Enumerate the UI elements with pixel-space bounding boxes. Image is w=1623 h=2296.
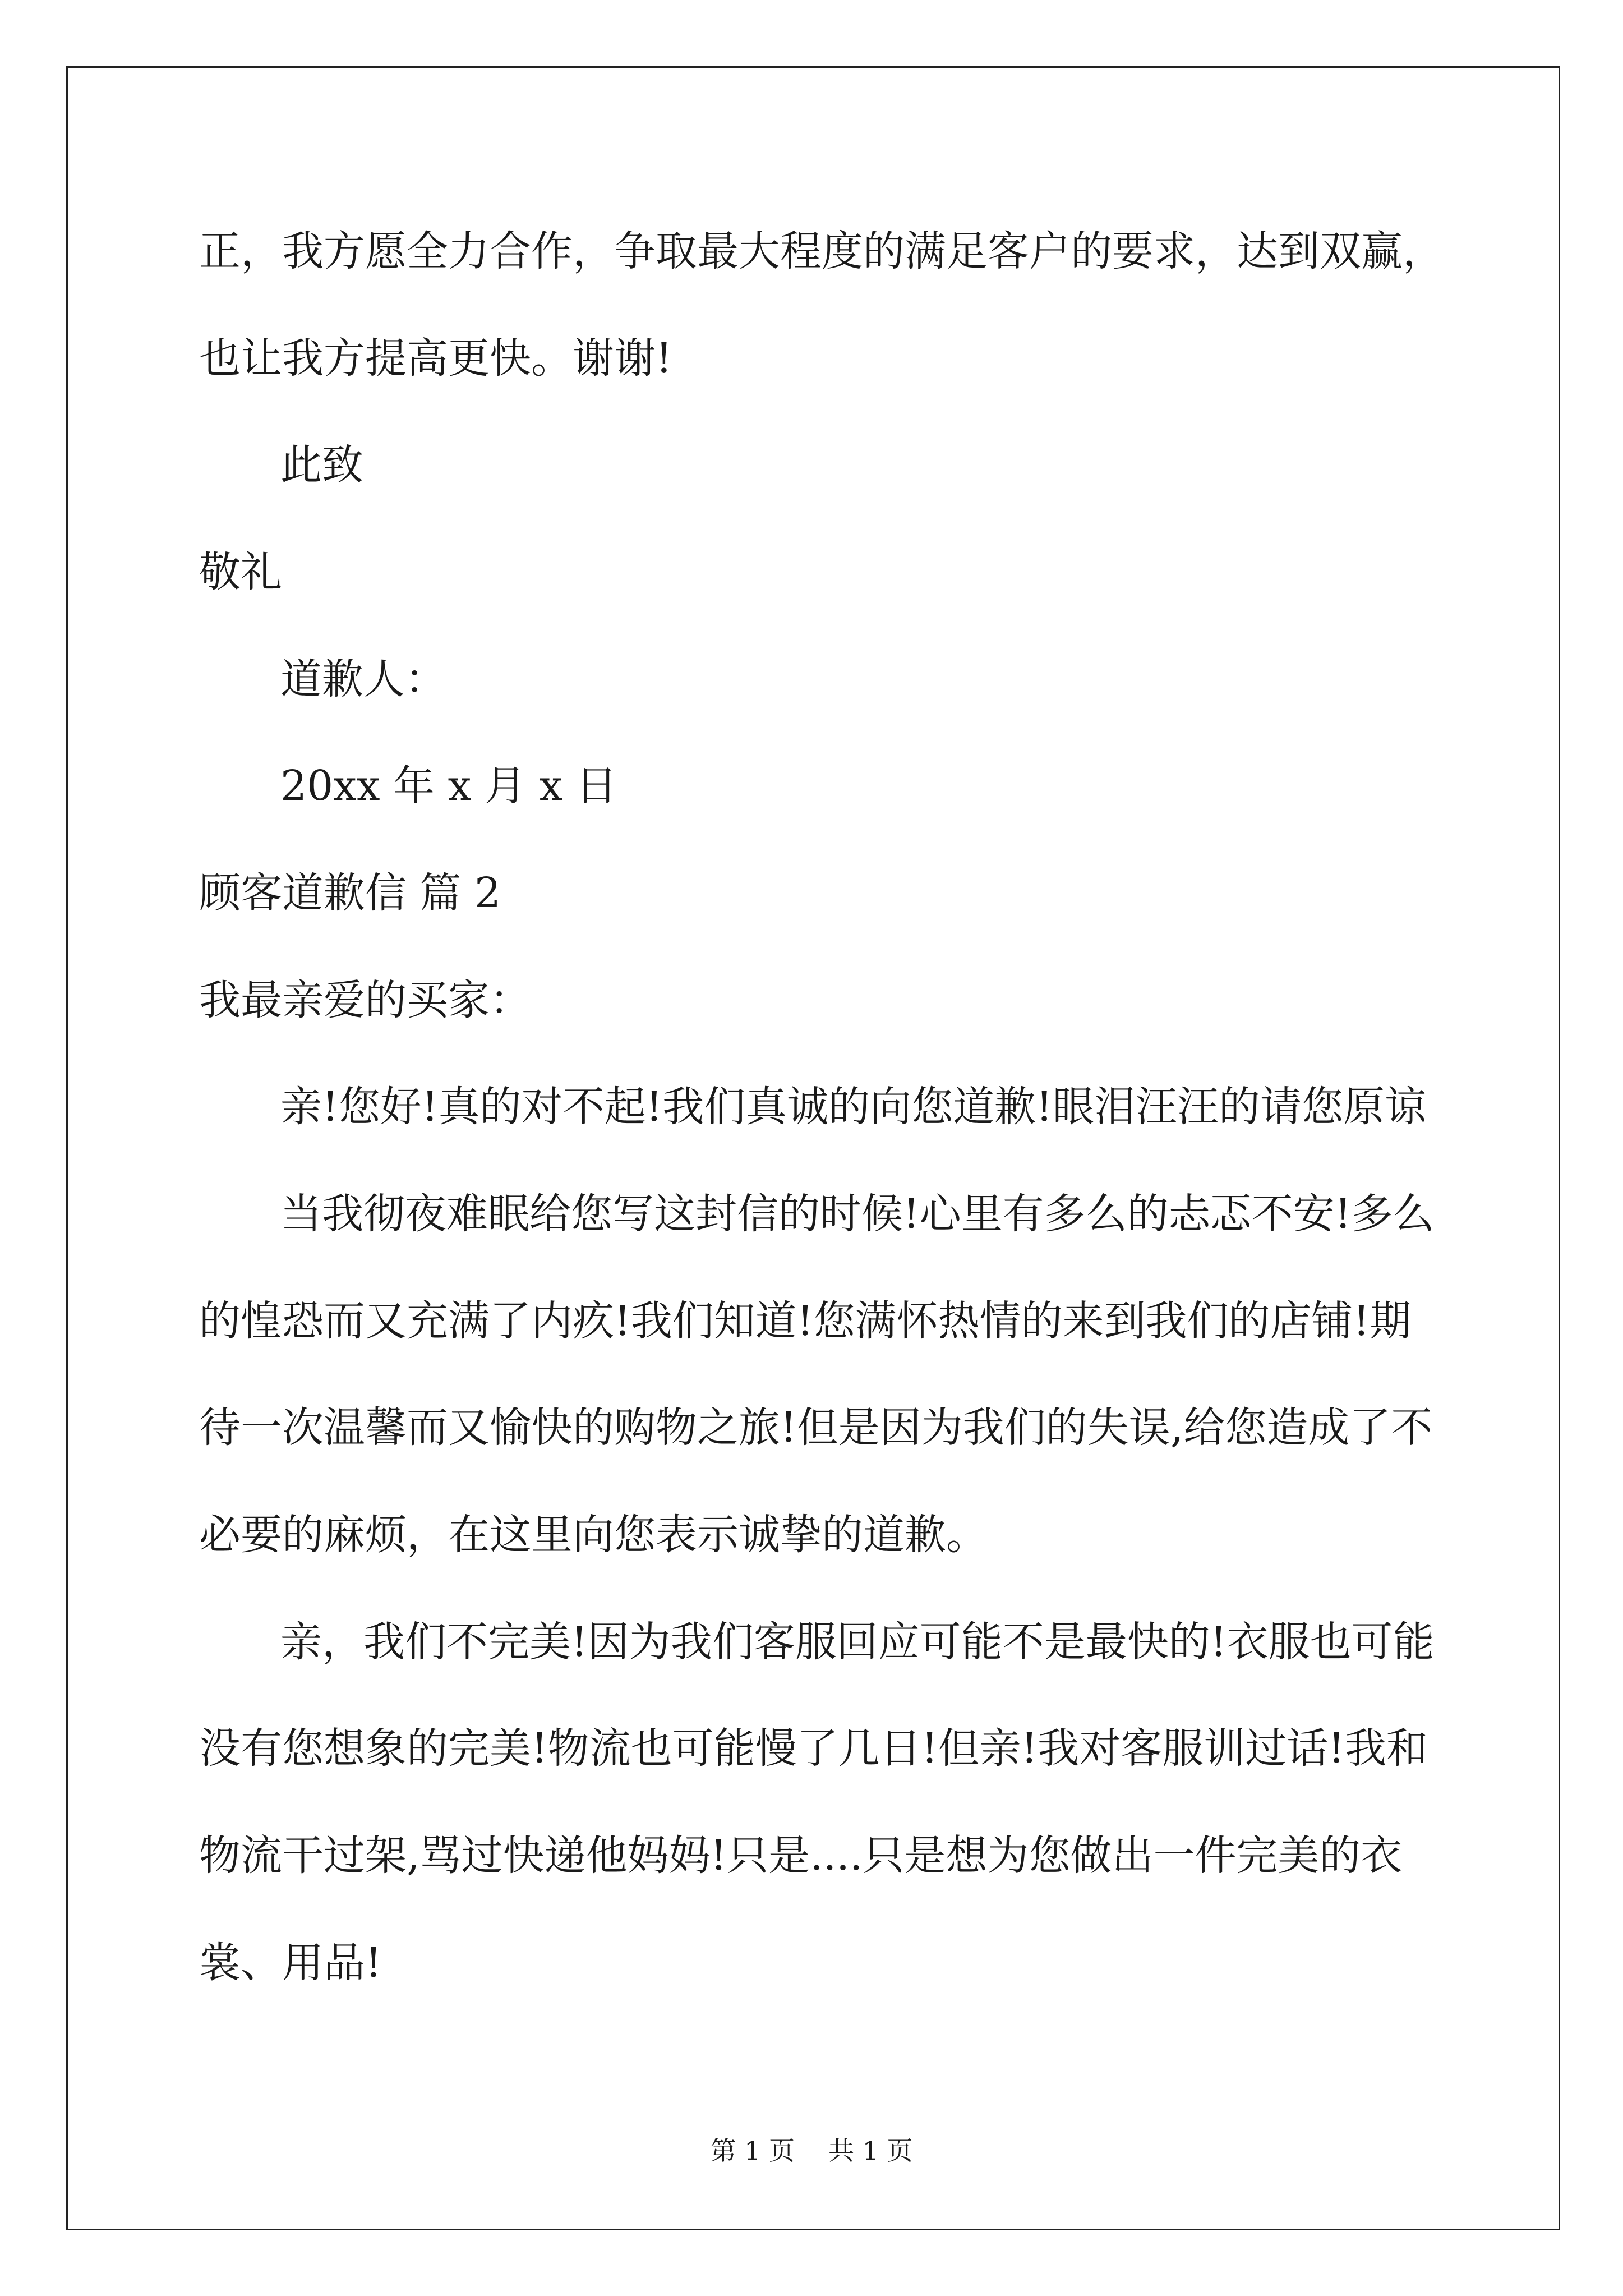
text-line: 也让我方提高更快。谢谢! xyxy=(199,334,672,383)
page-number-current: 第 1 页 xyxy=(710,2136,795,2166)
text-line: 亲，我们不完美!因为我们客服回应可能不是最快的!衣服也可能 xyxy=(280,1618,1435,1666)
signature-line: 道歉人： xyxy=(280,655,446,703)
text-line: 必要的麻烦，在这里向您表示诚挚的道歉。 xyxy=(199,1511,988,1559)
date-line: 20xx 年 x 月 x 日 xyxy=(280,762,617,810)
page-border xyxy=(66,66,1560,2230)
text-line: 的惶恐而又充满了内疚!我们知道!您满怀热情的来到我们的店铺!期 xyxy=(199,1297,1412,1345)
closing-salutation: 此致 xyxy=(280,441,363,489)
section-title: 顾客道歉信 篇 2 xyxy=(199,869,501,917)
page-footer xyxy=(0,2137,1623,2165)
page-number-total: 共 1 页 xyxy=(828,2136,913,2166)
text-line: 待一次温馨而又愉快的购物之旅!但是因为我们的失误,给您造成了不 xyxy=(199,1404,1433,1452)
text-line: 物流干过架,骂过快递他妈妈!只是....只是想为您做出一件完美的衣 xyxy=(199,1832,1403,1880)
text-line: 亲!您好!真的对不起!我们真诚的向您道歉!眼泪汪汪的请您原谅 xyxy=(280,1083,1426,1131)
text-line: 没有您想象的完美!物流也可能慢了几日!但亲!我对客服训过话!我和 xyxy=(199,1724,1428,1773)
text-line: 裳、用品! xyxy=(199,1939,382,1987)
text-line: 当我彻夜难眠给您写这封信的时候!心里有多么的忐忑不安!多么 xyxy=(280,1190,1435,1238)
closing-regards: 敬礼 xyxy=(199,548,282,596)
text-line: 正，我方愿全力合作，争取最大程度的满足客户的要求，达到双赢， xyxy=(199,227,1444,275)
greeting: 我最亲爱的买家： xyxy=(199,976,531,1024)
